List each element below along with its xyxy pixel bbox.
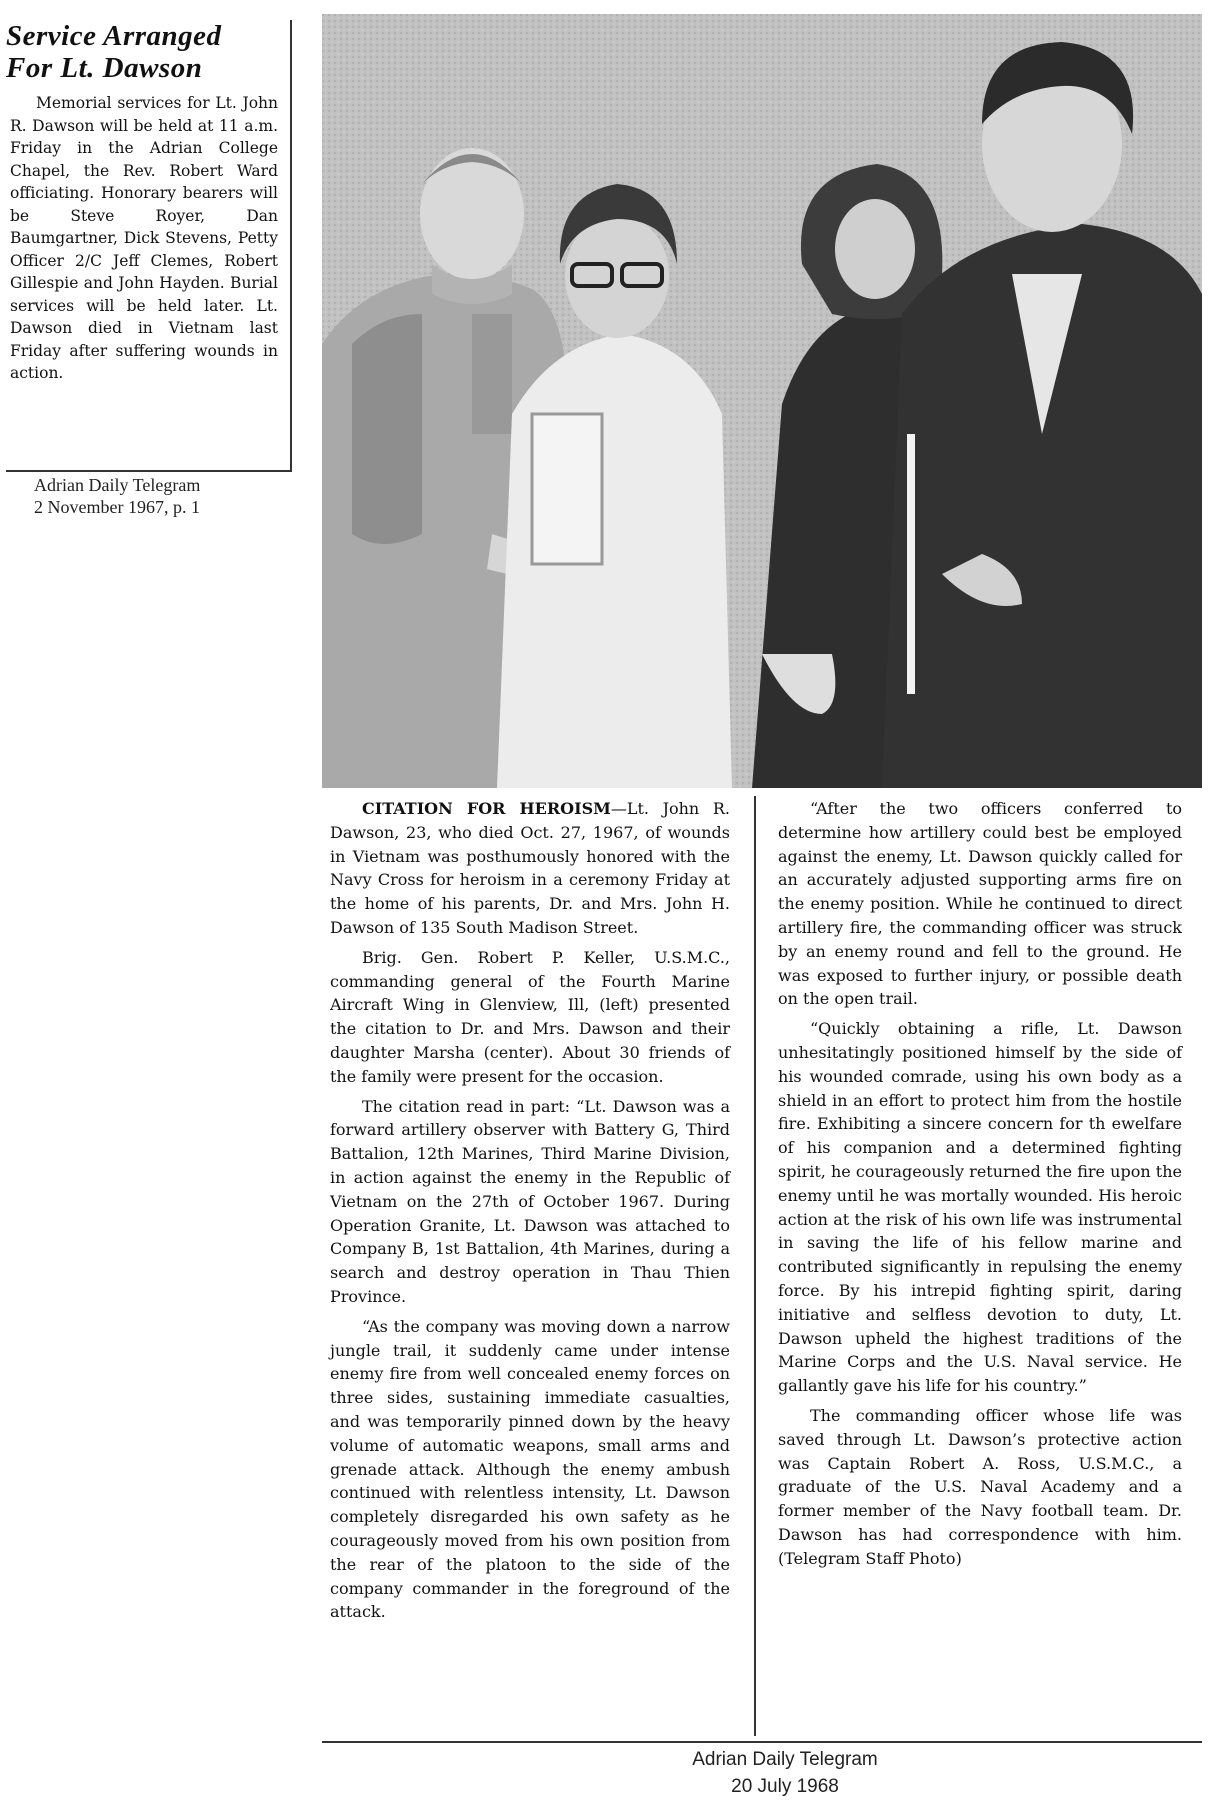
column-divider	[754, 796, 756, 1736]
article-paragraph-5: “After the two officers conferred to determine how artillery could best be employed against the enemy, Lt. Dawson quickly called for an accurately adjusted supporting arms fire on the enemy position. While he continued to direct artillery fire, the commanding officer was struck by an enemy round and fell to the ground. He was exposed to further injury, or possible death on the open trail.	[778, 799, 1182, 1009]
article-paragraph-3: The citation read in part: “Lt. Dawson was a forward artillery observer with Battery G, Third Battalion, 12th Marines, Third Marine Division, in action against the enemy in the Republic of Vietnam on the 27th of October 1967. During Operation Granite, Lt. Dawson was attached to Company B, 1st Battalion, 4th Marines, during a search and destroy operation in Thau Thien Province.	[330, 1096, 730, 1306]
article-source-date: 20 July 1968	[731, 1776, 839, 1797]
article-paragraph-6: “Quickly obtaining a rifle, Lt. Dawson unhesitatingly positioned himself by the side of his wounded comrade, using his own body as a shield in an effort to protect him from the hostile fire. Exhibiting a sincere concern for th ewelfare of his companion and a determined fighting spirit, he courageously returned the fire upon the enemy until he was mortally wounded. His heroic action at the risk of his own life was instrumental in saving the life of his fellow marine and contributed significantly in repulsing the enemy force. By his intrepid fighting spirit, daring initiative and selfless devotion to duty, Lt. Dawson upheld the highest traditions of the Marine Corps and the U.S. Naval service. He gallantly gave his life for his country.”	[778, 1019, 1182, 1396]
headline-line-2: For Lt. Dawson	[6, 52, 203, 84]
headline-line-1: Service Arranged	[6, 20, 222, 52]
article-lead: CITATION FOR HEROISM	[362, 799, 611, 818]
article-source-caption	[620, 1746, 950, 1800]
memorial-paragraph: Memorial services for Lt. John R. Dawson will be held at 11 a.m. Friday in the Adrian College Chapel, the Rev. Robert Ward officiating. Honorary bearers will be Steve Royer, Dan Baumgartner, Dick Stevens, Petty Officer 2/C Jeff Clemes, Robert Gillespie and John Hayden. Burial services will be held later. Lt. Dawson died in Vietnam last Friday after suffering wounds in action.	[10, 94, 278, 382]
article-paragraph-1	[330, 797, 730, 940]
article-source-publication: Adrian Daily Telegram	[692, 1749, 878, 1770]
article-column-right	[778, 797, 1182, 1577]
article-paragraph-4: “As the company was moving down a narrow jungle trail, it suddenly came under intense enemy fire from well concealed enemy forces on three sides, sustaining immediate casualties, and was temporarily pinned down by the heavy volume of automatic weapons, small arms and grenade attack. Although the enemy ambush continued with relentless intensity, Lt. Dawson completely disregarded his own safety as he courageously moved from his own position from the rear of the platoon to the side of the company commander in the foreground of the attack.	[330, 1316, 730, 1622]
memorial-body	[10, 92, 278, 385]
source-publication: Adrian Daily Telegram	[34, 475, 201, 495]
article-bottom-rule	[322, 1741, 1202, 1743]
article-paragraph-1-text: —Lt. John R. Dawson, 23, who died Oct. 27, 1967, of wounds in Vietnam was posthumously honored with the Navy Cross for heroism in a ceremony Friday at the home of his parents, Dr. and Mrs. John H. Dawson of 135 South Madison Street.	[330, 799, 730, 937]
article-column-left	[330, 797, 730, 1630]
article-paragraph-7: The commanding officer whose life was saved through Lt. Dawson’s protective action was Captain Robert A. Ross, U.S.M.C., a graduate of the U.S. Naval Academy and a former member of the Navy football team. Dr. Dawson has had correspondence with him. (Telegram Staff Photo)	[778, 1405, 1182, 1568]
article-paragraph-2: Brig. Gen. Robert P. Keller, U.S.M.C., commanding general of the Fourth Marine Aircraft Wing in Glenview, Ill, (left) presented the citation to Dr. and Mrs. Dawson and their daughter Marsha (center). About 30 friends of the family were present for the occasion.	[330, 947, 730, 1086]
source-date: 2 November 1967, p. 1	[34, 497, 200, 517]
ceremony-photo-illustration	[322, 14, 1202, 788]
ceremony-photo	[322, 14, 1202, 788]
memorial-headline	[6, 20, 290, 84]
memorial-source-caption	[34, 474, 200, 518]
memorial-notice-clipping	[6, 20, 292, 472]
